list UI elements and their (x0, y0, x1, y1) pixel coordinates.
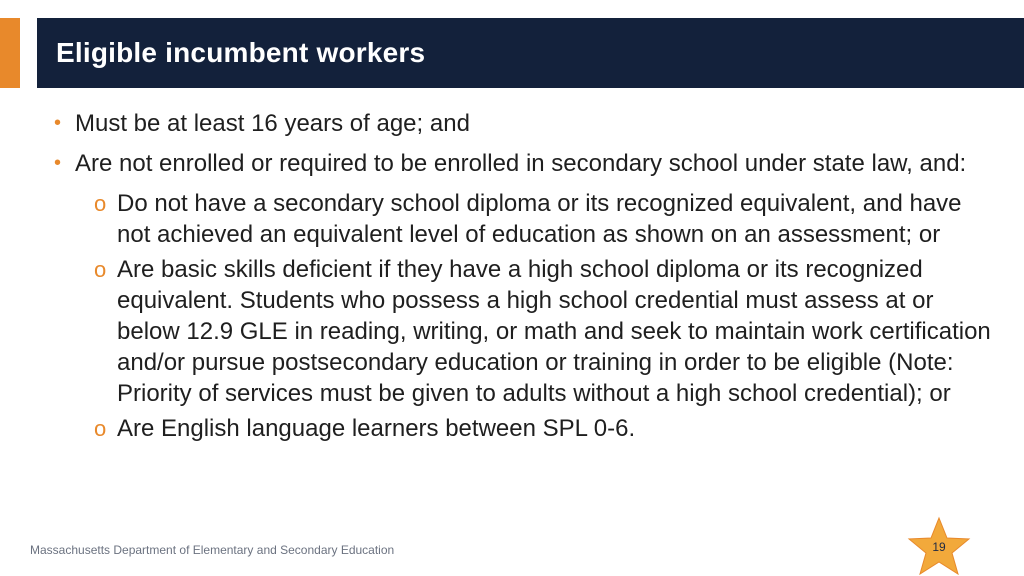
bullet-text: Must be at least 16 years of age; and (75, 110, 470, 137)
title-accent-tab (0, 18, 20, 88)
page-number: 19 (932, 540, 946, 554)
sub-bullet-text: Do not have a secondary school diploma or its recognized equivalent, and have not achieved an equivalent level of education as shown on an assessment; or (117, 190, 962, 248)
bullet-text: Are not enrolled or required to be enrolled in secondary school under state law, and: (75, 150, 967, 177)
footer-text: Massachusetts Department of Elementary and Secondary Education (30, 543, 395, 557)
bullet-list (54, 108, 994, 448)
sub-bullet-item (94, 188, 994, 250)
title-bar (37, 18, 1024, 88)
sub-bullet-text: Are English language learners between SPL 0-6. (117, 415, 636, 442)
bullet-dot-icon: • (54, 152, 62, 174)
sub-bullet-text: Are basic skills deficient if they have a high school diploma or its recognized equivalent. Students who possess a high school credential must assess at or below 12.9 GLE in reading, writing, or math and seek to maintain work certification and/or pursue postsecondary education or training in order to be eligible (Note: Priority of services must be given to adults without a high school credential); or (117, 256, 991, 407)
sub-bullet-item (94, 254, 994, 409)
slide-title: Eligible incumbent workers (56, 37, 426, 68)
sub-bullet-item (94, 413, 994, 444)
bullet-dot-icon: • (54, 112, 62, 134)
sub-bullet-circle-icon: o (94, 416, 107, 441)
bullet-item (54, 108, 994, 139)
sub-bullet-circle-icon: o (94, 191, 107, 216)
sub-bullet-circle-icon: o (94, 257, 107, 282)
bullet-item (54, 148, 994, 179)
